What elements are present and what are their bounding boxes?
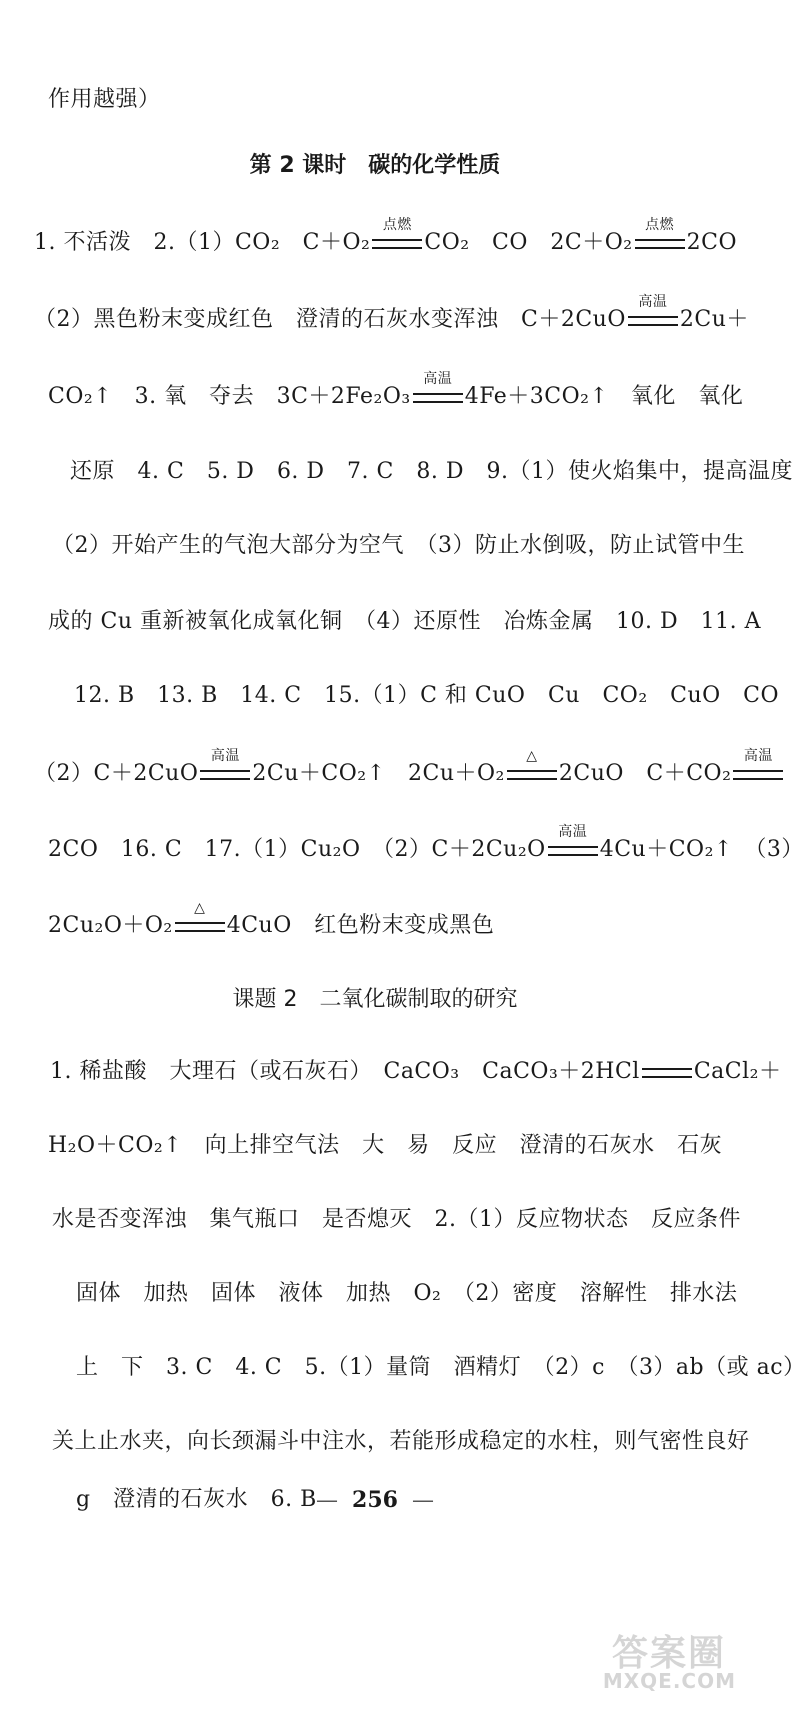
text-line-17: g 澄清的石灰水 6. B xyxy=(76,1487,317,1512)
watermark-url: MXQE.COM xyxy=(602,1669,736,1693)
text-segment: CaCl₂＋ xyxy=(693,1059,782,1084)
reaction-condition: △ xyxy=(507,766,557,780)
text-line-5: （2）开始产生的气泡大部分为空气 （3）防止水倒吸，防止试管中生 xyxy=(52,533,745,558)
text-line-9 xyxy=(48,824,804,864)
reaction-condition: 高温 xyxy=(733,766,783,780)
reaction-condition: 高温 xyxy=(628,312,678,326)
text-line-7: 12. B 13. B 14. C 15.（1）C 和 CuO Cu CO₂ CuO CO xyxy=(74,683,780,708)
text-segment: 4Cu＋CO₂↑ （3） xyxy=(599,837,804,862)
text-line-6: 成的 Cu 重新被氧化成氧化铜 （4）还原性 冶炼金属 10. D 11. A xyxy=(48,609,761,634)
text-segment: 2Cu₂O＋O₂ xyxy=(48,913,173,938)
page-number: — 256 — xyxy=(316,1487,434,1513)
text-segment: 4Fe＋3CO₂↑ 氧化 氧化 xyxy=(464,384,744,409)
text-line-4: 还原 4. C 5. D 6. D 7. C 8. D 9.（1）使火焰集中，提高温度 xyxy=(70,459,793,484)
section-heading-co2-preparation: 课题 2 二氧化碳制取的研究 xyxy=(232,987,518,1012)
watermark-text: 答案圈 xyxy=(611,1633,726,1674)
text-line-8 xyxy=(34,748,785,788)
text-line-16: 关上止水夹，向长颈漏斗中注水，若能形成稳定的水柱，则气密性良好 xyxy=(52,1429,750,1454)
text-line-2 xyxy=(34,294,749,334)
text-segment: 2CuO C＋CO₂ xyxy=(558,761,732,786)
text-segment: CO₂ CO 2C＋O₂ xyxy=(424,230,633,255)
reaction-condition xyxy=(642,1064,692,1078)
text-segment: 2Cu＋CO₂↑ 2Cu＋O₂ xyxy=(252,761,505,786)
reaction-condition: △ xyxy=(175,918,225,932)
text-segment: 1. 稀盐酸 大理石（或石灰石） CaCO₃ CaCO₃＋2HCl xyxy=(50,1059,640,1084)
text-segment: 2CO 16. C 17.（1）Cu₂O （2）C＋2Cu₂O xyxy=(48,837,546,862)
text-line-0: 作用越强） xyxy=(48,87,161,112)
text-segment: 1. 不活泼 2.（1）CO₂ C＋O₂ xyxy=(34,230,371,255)
reaction-condition: 高温 xyxy=(413,389,463,403)
text-line-12: H₂O＋CO₂↑ 向上排空气法 大 易 反应 澄清的石灰水 石灰 xyxy=(48,1133,723,1158)
text-line-10 xyxy=(48,900,495,940)
reaction-condition: 高温 xyxy=(548,842,598,856)
text-segment: 2Cu＋ xyxy=(679,307,749,332)
text-line-1 xyxy=(34,217,737,257)
text-line-11 xyxy=(50,1058,781,1086)
reaction-condition: 点燃 xyxy=(372,235,422,249)
text-segment: 4CuO 红色粉末变成黑色 xyxy=(226,913,495,938)
text-segment: CO₂↑ 3. 氧 夺去 3C＋2Fe₂O₃ xyxy=(48,384,411,409)
text-line-15: 上 下 3. C 4. C 5.（1）量筒 酒精灯 （2）c （3）ab（或 ac） xyxy=(76,1355,806,1380)
text-line-14: 固体 加热 固体 液体 加热 O₂ （2）密度 溶解性 排水法 xyxy=(76,1281,738,1306)
reaction-condition: 高温 xyxy=(200,766,250,780)
reaction-condition: 点燃 xyxy=(635,235,685,249)
text-line-13: 水是否变浑浊 集气瓶口 是否熄灭 2.（1）反应物状态 反应条件 xyxy=(52,1207,741,1232)
text-segment: 2CO xyxy=(686,230,737,255)
text-segment: （2）C＋2CuO xyxy=(34,761,199,786)
section-heading-carbon-properties: 第 2 课时 碳的化学性质 xyxy=(249,153,501,178)
text-segment: （2）黑色粉末变成红色 澄清的石灰水变浑浊 C＋2CuO xyxy=(34,307,626,332)
watermark-logo xyxy=(586,1625,736,1705)
text-line-3 xyxy=(48,371,744,411)
